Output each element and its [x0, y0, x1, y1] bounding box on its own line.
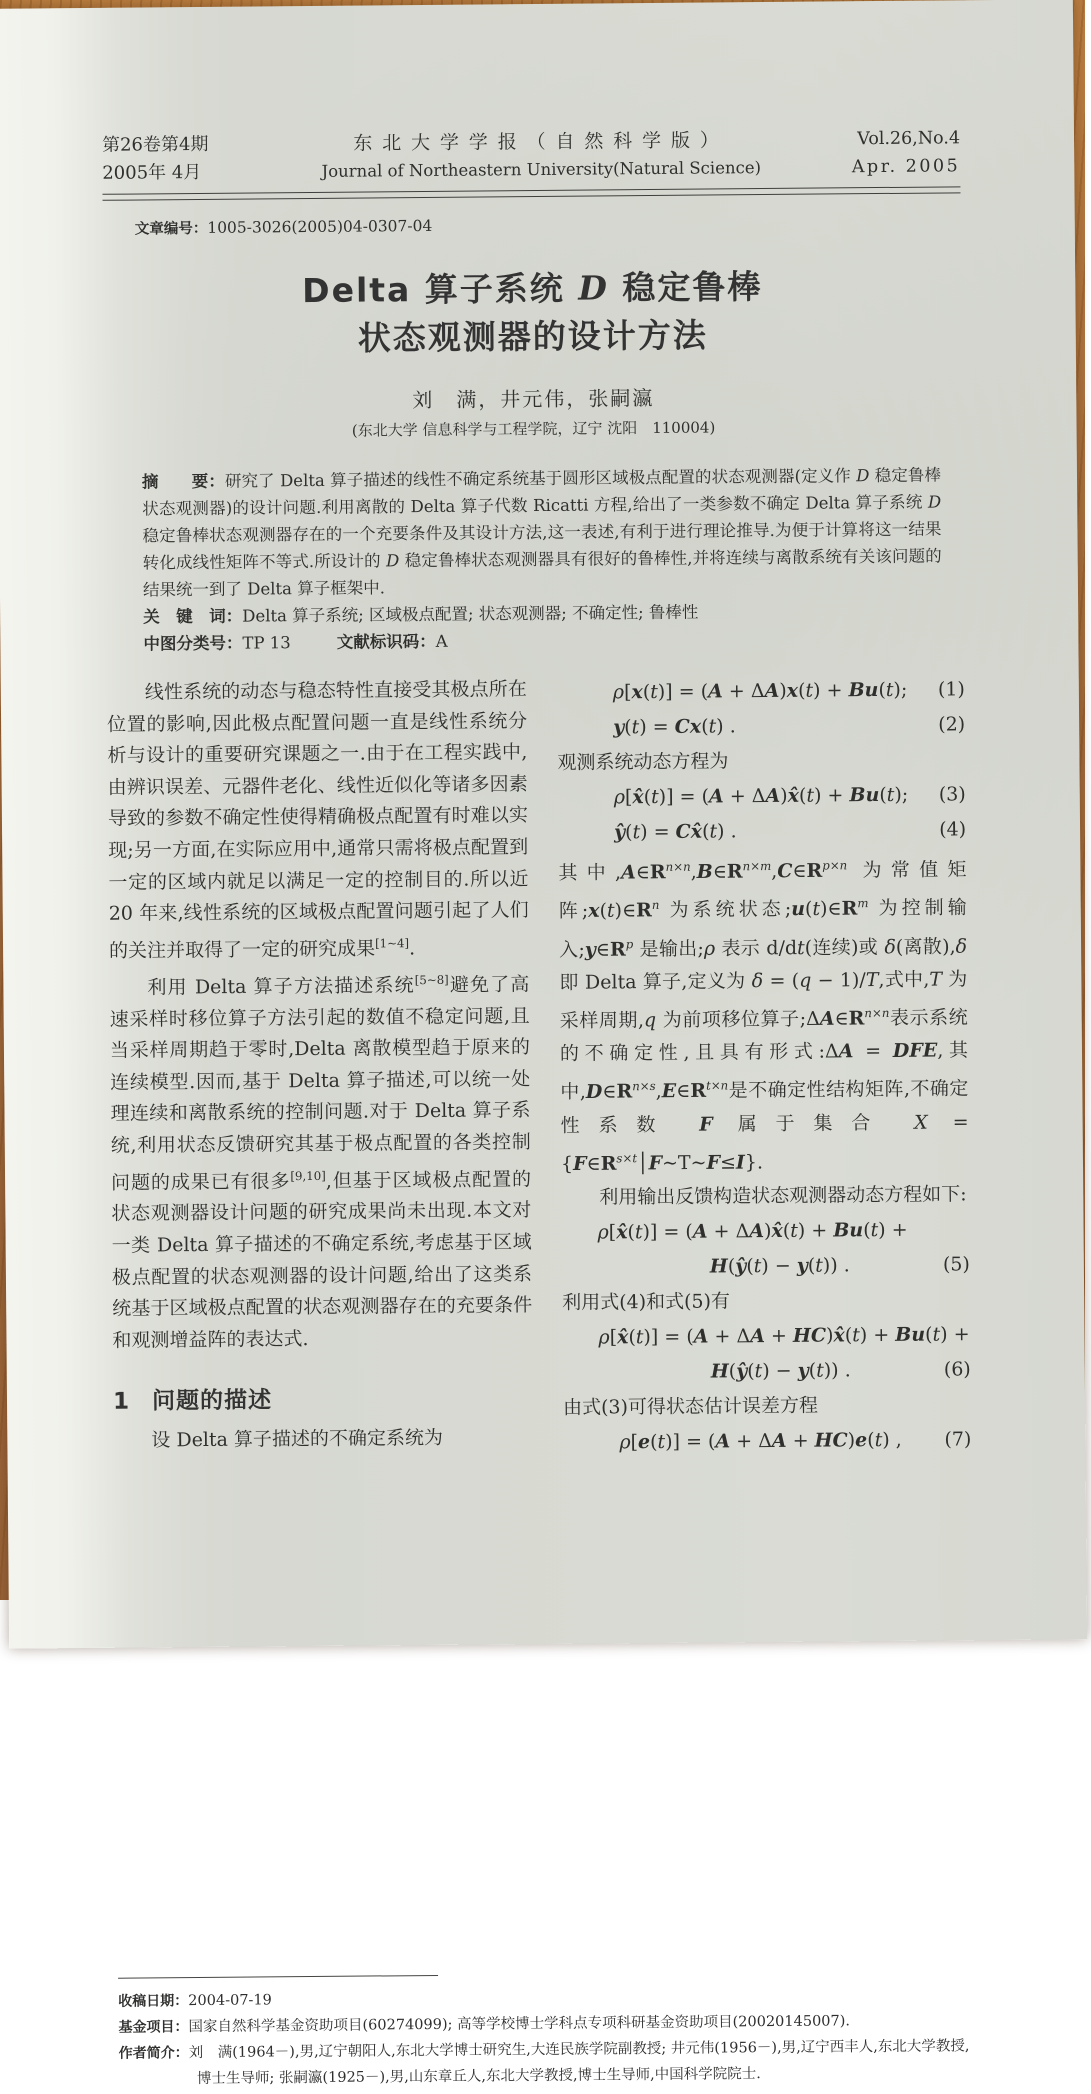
- equation-7: [563, 1422, 971, 1461]
- equation-7-number: (7): [931, 1422, 971, 1457]
- section-1-title: 问题的描述: [152, 1388, 272, 1415]
- received-date-value: 2004-07-19: [188, 1992, 272, 2009]
- footnote-block: [118, 1970, 979, 2093]
- keywords-text: Delta 算子系统; 区域极点配置; 状态观测器; 不确定性; 鲁棒性: [242, 603, 698, 626]
- authors-line: 刘 满，井元伟，张嗣瀛: [104, 379, 962, 415]
- paper-title: [103, 261, 962, 364]
- section-1-intro: 设 Delta 算子描述的不确定系统为: [113, 1423, 533, 1458]
- header-rule: [102, 186, 960, 200]
- fund-text: 国家自然科学基金资助项目(60274099); 高等学校博士学科点专项科研基金资助项目(20020145007).: [188, 2013, 850, 2035]
- body-columns: [107, 670, 965, 677]
- doc-code-value: A: [436, 632, 448, 651]
- notation-paragraph: 其中$,A\in R^{n\times n},B\in R^{n\times m},C\in R^{p\times n}$ 为常值矩阵$;x(t)\in R^n$ 为系统状态$;u(t)\in R^m$ 为控制输入$;y\in R^p$ 是输出;ρ 表示 d/dt(连续)或 δ(离散),δ 即 Delta 算子,定义为 δ = (q − 1)/T,式中,T 为采样周期,q 为前项移位算子$;\Delta A\in R^{n\times n}$表示系统的不确定性,且具有形式:ΔA = DFE,其中$,D\in R^{n\times s},E\in R^{t\times n}$是不确定性结构矩阵,不确定性系数 F 属于集合 $X = \{F\in R^{s\times t}│F\sim T\sim F\le I\}$.: [558, 848, 969, 1181]
- page-content: [102, 124, 965, 677]
- clc-label: 中图分类号：: [143, 634, 242, 654]
- equation-5-body-line1: ρ[x̂(t)] = (A + ΔA)x̂(t) + Bu(t) +: [561, 1212, 969, 1251]
- header-volume-en: [810, 124, 960, 181]
- equation-2-number: (2): [925, 707, 965, 742]
- equation-4: [558, 812, 966, 851]
- equation-6-line2: [563, 1352, 971, 1391]
- article-number-label: 文章编号：: [135, 221, 208, 238]
- equation-6-body-line2: H(ŷ(t) − y(t)) .: [563, 1353, 931, 1391]
- clc-line: [143, 623, 942, 657]
- clc-value: TP 13: [242, 633, 291, 652]
- biography-line: [119, 2033, 979, 2093]
- journal-title-en: Journal of Northeastern University(Natural Science): [272, 154, 810, 187]
- feedback-paragraph: 利用输出反馈构造状态观测器动态方程如下:: [561, 1178, 969, 1215]
- equation-5-body-line2: H(ŷ(t) − y(t)) .: [562, 1248, 930, 1286]
- journal-title-block: [272, 126, 810, 187]
- equation-2-body: y(t) = Cx(t) .: [557, 708, 925, 746]
- equation-6-number: (6): [931, 1352, 971, 1387]
- using-eq45-text: 利用式(4)和式(5)有: [562, 1283, 970, 1320]
- equation-6-line1: [562, 1317, 970, 1356]
- section-1-heading: [113, 1380, 533, 1417]
- abstract-text: 研究了 Delta 算子描述的线性不确定系统基于圆形区域极点配置的状态观测器(定义作 D 稳定鲁棒状态观测器)的设计问题.利用离散的 Delta 算子代数 Ricatti 方程,给出了一类参数不确定 Delta 算子系统 D 稳定鲁棒状态观测器存在的一个充要条件及其设计方法,这一表述,有利于进行理论推导.为便于计算将这一结果转化成线性矩阵不等式.所设计的 D 稳定鲁棒状态观测器具有很好的鲁棒性,并将连续与离散系统有关该问题的结果统一到了 Delta 算子框架中.: [142, 465, 942, 599]
- observer-intro-text: 观测系统动态方程为: [557, 743, 965, 780]
- date-en: Apr. 2005: [810, 152, 960, 181]
- intro-paragraph-2: 利用 Delta 算子方法描述系统[5~8]避免了高速采样时移位算子方法引起的数值不稳定问题,且当采样周期趋于零时,Delta 离散模型趋于原来的连续模型.因而,基于 Delta 算子描述,可以统一处理连续和离散系统的控制问题.对于 Delta 算子系统,利用状态反馈研究其基于极点配置的各类控制问题的成果已有很多[9,10],但基于区域极点配置的状态观测器设计问题的研究成果尚未出现.本文对一类 Delta 算子描述的不确定系统,考虑基于区域极点配置的状态观测器的设计问题,给出了这类系统基于区域极点配置的状态观测器存在的充要条件和观测增益阵的表达式.: [109, 964, 532, 1357]
- paper-title-line1: Delta 算子系统 D 稳定鲁棒: [103, 261, 961, 316]
- equation-5-line1: [561, 1212, 969, 1251]
- received-date-label: 收稿日期：: [118, 1993, 188, 2010]
- equation-1: [557, 672, 965, 711]
- footnote-rule: [118, 1975, 438, 1979]
- volume-issue-cn: 第26卷第4期: [102, 130, 272, 159]
- abstract-block: [105, 461, 965, 657]
- journal-title-cn: 东北大学学报（自然科学版）: [272, 126, 810, 159]
- equation-2: [557, 707, 965, 746]
- intro-paragraph-1: 线性系统的动态与稳态特性直接受其极点所在位置的影响,因此极点配置问题一直是线性系统分析与设计的重要研究课题之一.由于在工程实践中,由辨识误差、元器件老化、线性近似化等诸多因素导致的参数不确定性使得精确极点配置有时难以实现;另一方面,在实际应用中,通常只需将极点配置到一定的区域内就足以满足一定的控制目的.所以近 20 年来,线性系统的区域极点配置问题引起了人们的关注并取得了一定的研究成果[1~4].: [107, 674, 530, 967]
- keywords-label: 关 键 词：: [143, 607, 242, 627]
- section-1-number: 1: [113, 1389, 130, 1415]
- left-column: [107, 674, 534, 1458]
- equation-3-number: (3): [926, 777, 966, 812]
- fund-label: 基金项目：: [118, 2019, 188, 2036]
- equation-5-number: (5): [930, 1247, 970, 1282]
- header-volume-issue: [102, 130, 272, 187]
- article-number: [103, 210, 961, 238]
- right-column: [557, 672, 972, 1460]
- biography-label: 作者简介：: [119, 2045, 189, 2062]
- equation-3: [558, 777, 966, 816]
- affiliation-line: (东北大学 信息科学与工程学院，辽宁 沈阳 110004): [104, 414, 962, 442]
- equation-4-number: (4): [926, 812, 966, 847]
- equation-5-line2: [562, 1247, 970, 1286]
- paper-title-line2: 状态观测器的设计方法: [104, 309, 962, 364]
- equation-3-body: ρ[x̂(t)] = (A + ΔA)x̂(t) + Bu(t);: [558, 778, 926, 816]
- equation-1-body: ρ[x(t)] = (A + ΔA)x(t) + Bu(t);: [557, 673, 925, 711]
- doc-code-label: 文献标识码：: [337, 632, 436, 652]
- equation-6-body-line1: ρ[x̂(t)] = (A + ΔA + HC)x̂(t) + Bu(t) +: [562, 1317, 970, 1356]
- date-cn: 2005年 4月: [102, 158, 272, 187]
- abstract-paragraph: [142, 461, 942, 603]
- article-number-value: 1005-3026(2005)04-0307-04: [207, 217, 432, 237]
- biography-text: 刘 满(1964－),男,辽宁朝阳人,东北大学博士研究生,大连民族学院副教授; 井元伟(1956－),男,辽宁西丰人,东北大学教授,博士生导师; 张嗣瀛(1925－),男,山东章丘人,东北大学教授,博士生导师,中国科学院院士.: [189, 2038, 970, 2087]
- journal-header: [102, 124, 960, 187]
- abstract-label: 摘 要：: [142, 472, 225, 492]
- equation-4-body: ŷ(t) = Cx̂(t) .: [558, 813, 926, 851]
- volume-issue-en: Vol.26,No.4: [810, 124, 960, 153]
- error-equation-text: 由式(3)可得状态估计误差方程: [563, 1388, 971, 1425]
- equation-1-number: (1): [925, 672, 965, 707]
- equation-7-body: ρ[e(t)] = (A + ΔA + HC)e(t) ,: [563, 1423, 931, 1461]
